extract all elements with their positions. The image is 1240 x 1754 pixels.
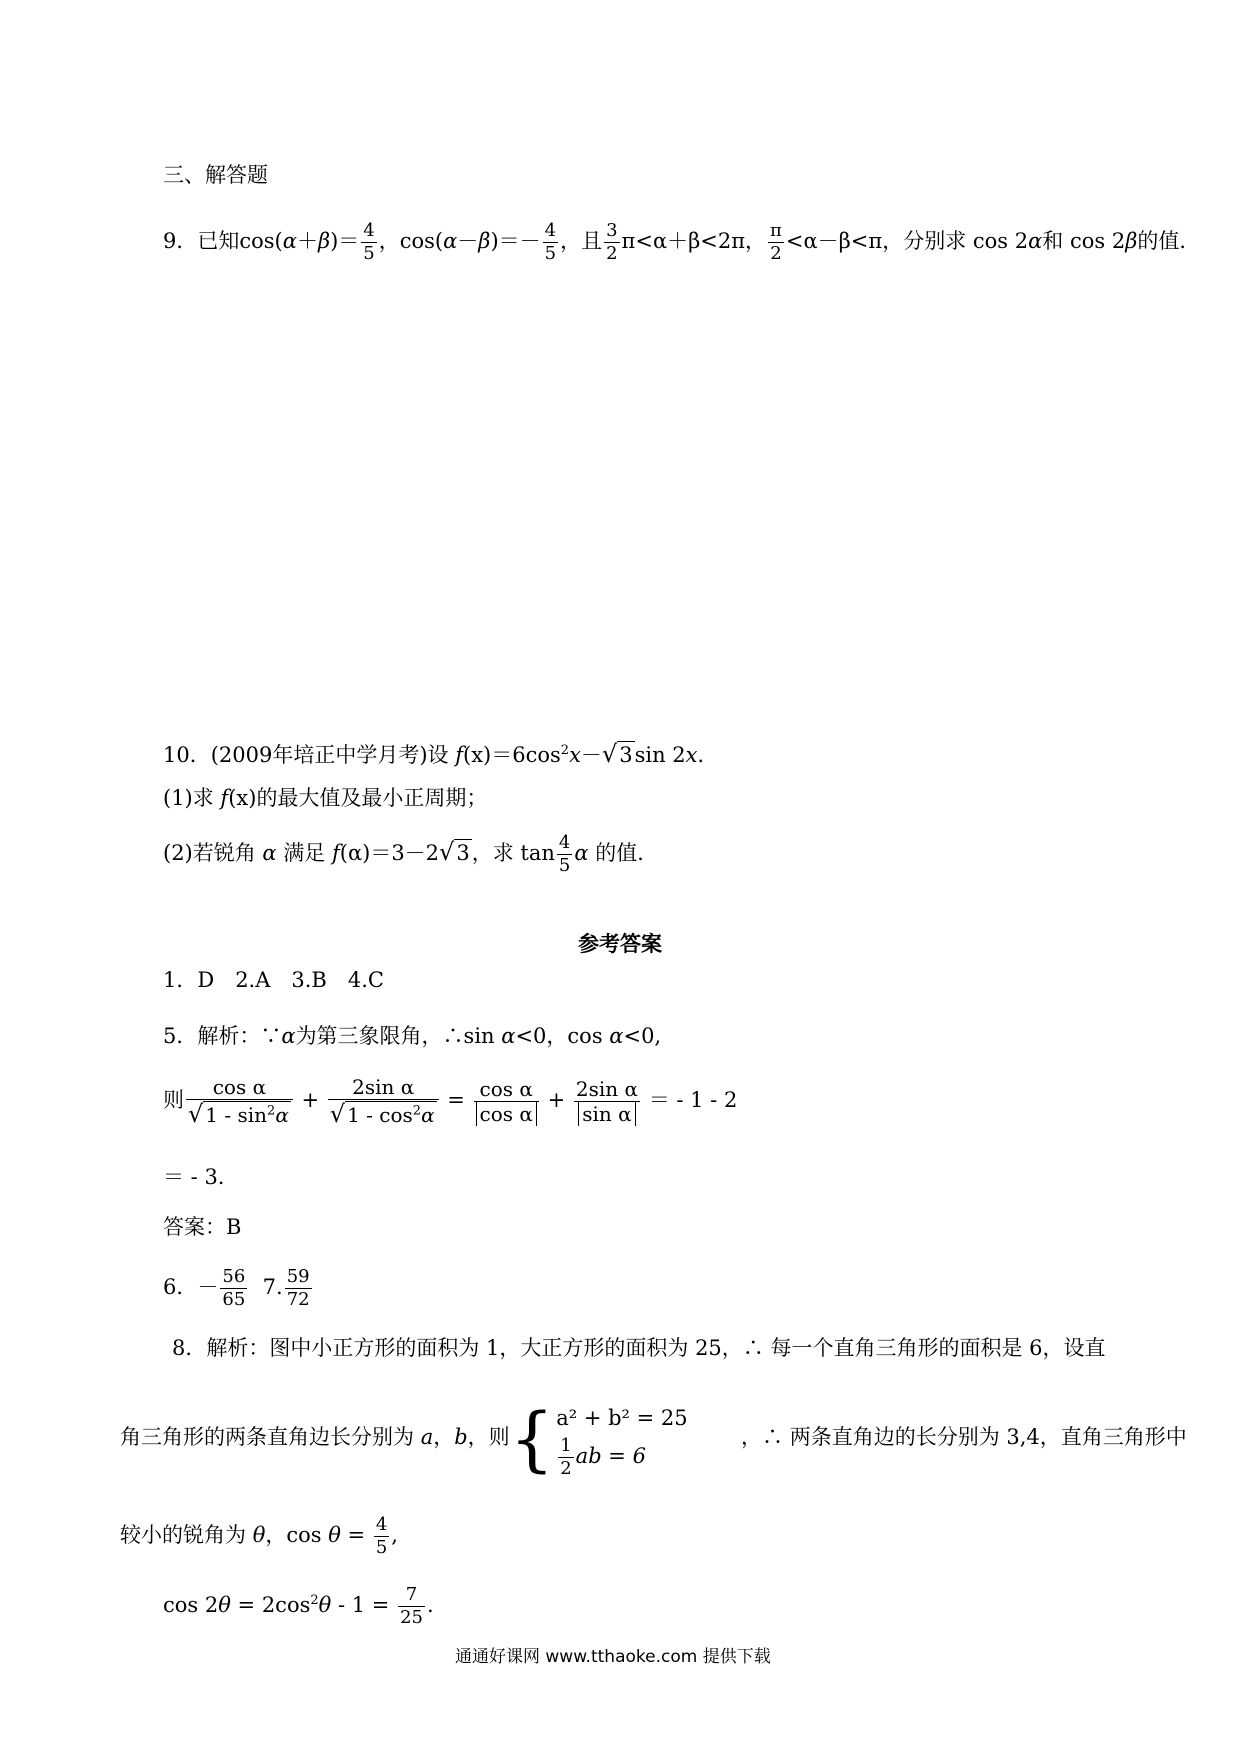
answer-5-equation: 则 $\frac{\text{cos α}}{√ 1 - \sin^2\alpha}$ + $\frac{\text{2sin α}}{√ 1 - \cos^2\alpha}$ = $\frac{\text{cos α}}{\text{cos α}}$ + $\frac{\text{2sin α}}{\text{sin α}}$ ＝ - 1 - 2: [163, 1075, 738, 1128]
fraction-4-5: $\frac{4}{5}$: [375, 1514, 388, 1558]
page-footer: 通通好课网 www.tthaoke.com 提供下载: [455, 1647, 771, 1667]
answer-8-line-1: 8．解析：图中小正方形的面积为 1，大正方形的面积为 25，∴ 每一个直角三角形的面积是 6，设直: [172, 1336, 1106, 1360]
fraction-59-72: $\frac{59}{72}$: [286, 1266, 310, 1310]
question-10-part-2: (2)若锐角 α 满足 f(α)＝3－2√3，求 tan $\frac{4}{5}$ α 的值．: [163, 832, 659, 876]
equation-system: a² + b² = 25 $\frac{1}{2}$ ab = 6: [556, 1406, 688, 1479]
section-title: 三、解答题: [163, 163, 268, 187]
answers-1-4: 1．D 2.A 3.B 4.C: [163, 968, 384, 992]
question-10-part-1: (1)求 f(x)的最大值及最小正周期；: [163, 786, 488, 810]
question-9: 9．已知cos(α＋β)＝ $\frac{4}{5}$ ，cos(α－β)＝－ $\frac{4}{5}$ ，且 $\frac{3}{2}$ π<α＋β<2π， $\frac{\pi}{2}$ <α－β<π，分别求 cos 2α和 cos 2β的值．: [163, 220, 1201, 264]
answer-8-line-4: $\cos 2\theta = 2\cos^2\theta - 1$ = $\frac{7}{25}$ .: [163, 1584, 434, 1628]
answer-8-line-2: 角三角形的两条直角边长分别为 a，b，则{ a² + b² = 25 $\frac{1}{2}$ ab = 6 ，∴ 两条直角边的长分别为 3,4，直角三角形中: [120, 1397, 1187, 1480]
answer-5-final: 答案：B: [163, 1215, 242, 1239]
question-10: 10．(2009年培正中学月考)设 $f(x)=6\cos^2x-√3\sin$ 2x．: [163, 740, 719, 768]
fraction-4-5: $\frac{4}{5}$: [363, 220, 375, 264]
fraction-term-3: $\frac{\text{cos α}}{\text{cos α}}$: [474, 1079, 539, 1124]
answer-5-result: ＝ - 3.: [163, 1165, 225, 1189]
fraction-56-65: $\frac{56}{65}$: [222, 1266, 246, 1310]
answers-title: 参考答案: [578, 931, 662, 956]
fraction-term-4: $\frac{\text{2sin α}}{\text{sin α}}$: [575, 1077, 639, 1126]
fraction-3-2: $\frac{3}{2}$: [606, 220, 618, 264]
answer-8-line-3: 较小的锐角为 θ，cos θ = $\frac{4}{5}$ ,: [120, 1514, 398, 1558]
fraction-4-5: $\frac{4}{5}$: [544, 220, 557, 264]
sqrt-3: √3: [601, 740, 633, 768]
fraction-7-25: $\frac{7}{25}$: [400, 1584, 423, 1628]
sqrt-3: √3: [439, 838, 470, 866]
fraction-4-5: $\frac{4}{5}$: [558, 832, 571, 876]
fraction-term-1: $\frac{\text{cos α}}{√ 1 - \sin^2\alpha}$: [186, 1077, 293, 1126]
brace-icon: {: [509, 1397, 555, 1480]
fraction-pi-2: $\frac{\pi}{2}$: [770, 220, 782, 264]
q9-num: 9．已知: [163, 229, 240, 253]
answers-6-7: 6．－ $\frac{56}{65}$ 7. $\frac{59}{72}$: [163, 1266, 310, 1310]
fraction-term-2: $\frac{\text{2sin α}}{√ 1 - \cos^2\alpha}$: [328, 1077, 439, 1126]
answer-5-head: 5．解析：∵α为第三象限角，∴sin α<0，cos α<0,: [163, 1024, 662, 1048]
